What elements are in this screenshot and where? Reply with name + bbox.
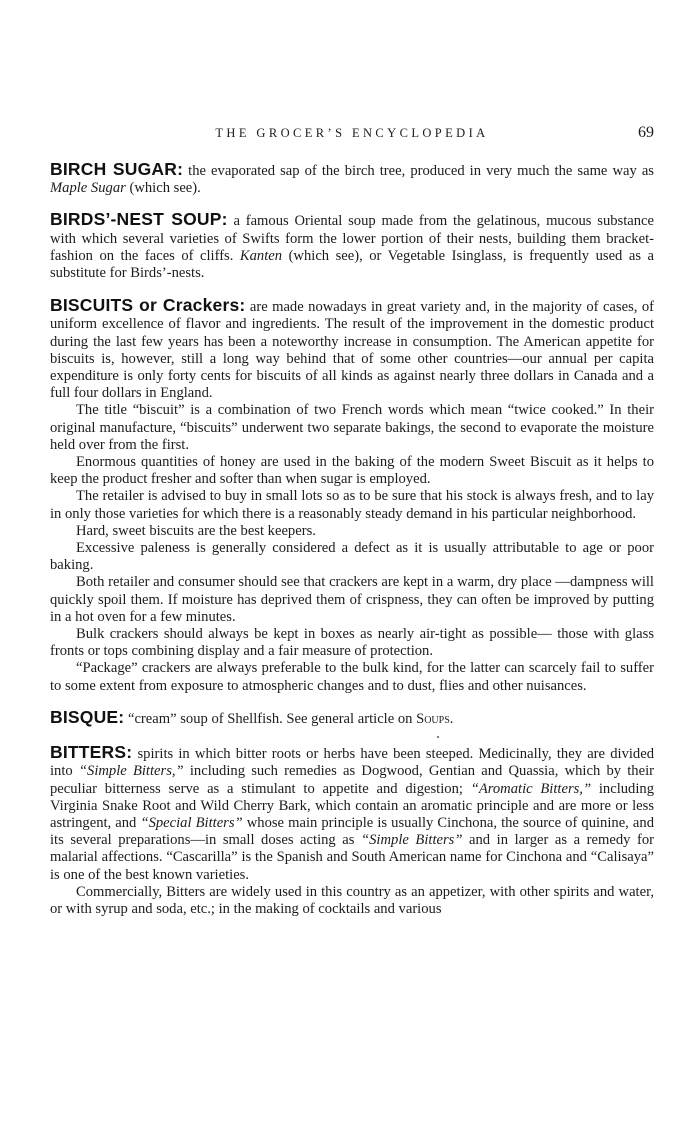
- entry-paragraph: [50, 454, 654, 488]
- body-text: Enormous quantities of honey are used in the baking of the modern Sweet Biscuit as it helps to keep the product fresher and softer than when sugar is employed.: [50, 454, 654, 488]
- body-text: .: [449, 710, 454, 727]
- entry-term: BIRDS’-NEST SOUP:: [50, 209, 228, 230]
- page-number: 69: [638, 124, 654, 141]
- body-text: the evaporated sap of the birch tree, produced in very much the same way as: [183, 163, 654, 179]
- encyclopedia-body: [50, 161, 654, 918]
- entry-term: BITTERS:: [50, 742, 133, 763]
- entry-bisque: [50, 706, 654, 728]
- body-text: “cream” soup of Shellfish. See general article on: [124, 710, 417, 727]
- entry-paragraph: [50, 297, 654, 402]
- print-speck: [437, 736, 439, 738]
- body-text: Excessive paleness is generally considered a defect as it is usually attributable to age or poor baking.: [50, 540, 654, 574]
- entry-paragraph: [50, 161, 654, 197]
- entry-birds-nest-soup: [50, 211, 654, 282]
- italic-text: “Special Bitters”: [140, 814, 243, 831]
- body-text: including Virginia Snake Root and Wild Cherry Bark, which contain an aromatic principle and are more or less astringent, and: [50, 780, 654, 831]
- body-text: Commercially, Bitters are widely used in this country as an appetizer, with other spirits and water, or with syrup and soda, etc.; in the making of cocktails and various: [50, 883, 654, 917]
- entry-term: BIRCH SUGAR:: [50, 159, 184, 179]
- body-text: Both retailer and consumer should see that crackers are kept in a warm, dry place —dampness will quickly spoil them. If moisture has deprived them of crispness, they can often be improved by putting in a hot oven for a few minutes.: [50, 574, 654, 625]
- entry-paragraph: [50, 706, 654, 728]
- entry-paragraph: [50, 744, 654, 884]
- entry-paragraph: [50, 574, 654, 626]
- body-text: (which see).: [125, 180, 201, 197]
- entry-paragraph: [50, 884, 654, 918]
- entry-paragraph: [50, 488, 654, 522]
- entry-paragraph: [50, 626, 654, 660]
- body-text: and in larger as a remedy for malarial affections. “Cascarilla” is the Spanish and South American name for Cinchona and “Calisaya” is one of the best known varieties.: [50, 832, 655, 883]
- italic-text: “Simple Bitters”: [361, 832, 463, 849]
- entry-term: BISQUE:: [50, 706, 125, 727]
- italic-text: Kanten: [239, 247, 283, 264]
- italic-text: “Simple Bitters,”: [78, 763, 184, 780]
- body-text: spirits in which bitter roots or herbs have been steeped. Medicinally, they are divided into: [50, 746, 654, 780]
- body-text: The retailer is advised to buy in small lots so as to be sure that his stock is always fresh, and to lay in only those varieties for which there is a reasonably steady demand in his particular neighborhood.: [50, 488, 654, 522]
- body-text: “Package” crackers are always preferable to the bulk kind, for the latter can scarcely fail to suffer to some extent from exposure to atmospheric changes and to dust, flies and other nuisances.: [50, 660, 654, 694]
- cross-reference: Soups: [416, 710, 450, 727]
- body-text: Bulk crackers should always be kept in boxes as nearly air-tight as possible— those with glass fronts or tops combining display and a fair measure of protection.: [50, 626, 654, 660]
- italic-text: Maple Sugar: [50, 180, 126, 197]
- entry-term: BISCUITS or Crackers:: [50, 295, 246, 316]
- body-text: The title “biscuit” is a combination of two French words which mean “twice cooked.” In their original manufacture, “biscuits” underwent two separate bakings, the second to evaporate the moisture held over from the first.: [50, 402, 654, 453]
- entry-paragraph: [50, 523, 654, 540]
- italic-text: “Aromatic Bitters,”: [470, 780, 592, 797]
- entry-biscuits: [50, 297, 654, 695]
- entry-bitters: [50, 744, 654, 918]
- body-text: (which see), or Vegetable Isinglass, is frequently used as a substitute for Birds’-nests.: [50, 247, 654, 282]
- body-text: including such remedies as Dogwood, Gentian and Quassia, which by their peculiar bitterness serve as a stimulant to appetite and digestion;: [50, 763, 654, 797]
- body-text: are made nowadays in great variety and, in the majority of cases, of uniform excellence of flavor and ingredients. The result of the improvement in the domestic product during the last few years has been a noteworthy increase in consumption. The American appetite for biscuits is, however, still a long way behind that of some other countries—our annual per capita expenditure is only forty cents for biscuits of all kinds as against nearly three dollars in Canada and a full four dollars in England.: [50, 299, 654, 402]
- entry-paragraph: [50, 540, 654, 574]
- body-text: a famous Oriental soup made from the gelatinous, mucous substance with which several varieties of Swifts form the lower portion of their nests, building them bracket-fashion on the faces of cliffs.: [50, 213, 654, 264]
- entry-paragraph: [50, 402, 654, 454]
- entry-paragraph: [50, 211, 654, 282]
- body-text: Hard, sweet biscuits are the best keepers.: [76, 522, 316, 539]
- page-header: [50, 124, 654, 144]
- running-title: THE GROCER’S ENCYCLOPEDIA: [215, 126, 489, 140]
- entry-birch-sugar: [50, 161, 654, 197]
- entry-paragraph: [50, 660, 654, 694]
- body-text: whose main principle is usually Cinchona, the source of quinine, and its several preparations—in small doses acting as: [50, 814, 654, 849]
